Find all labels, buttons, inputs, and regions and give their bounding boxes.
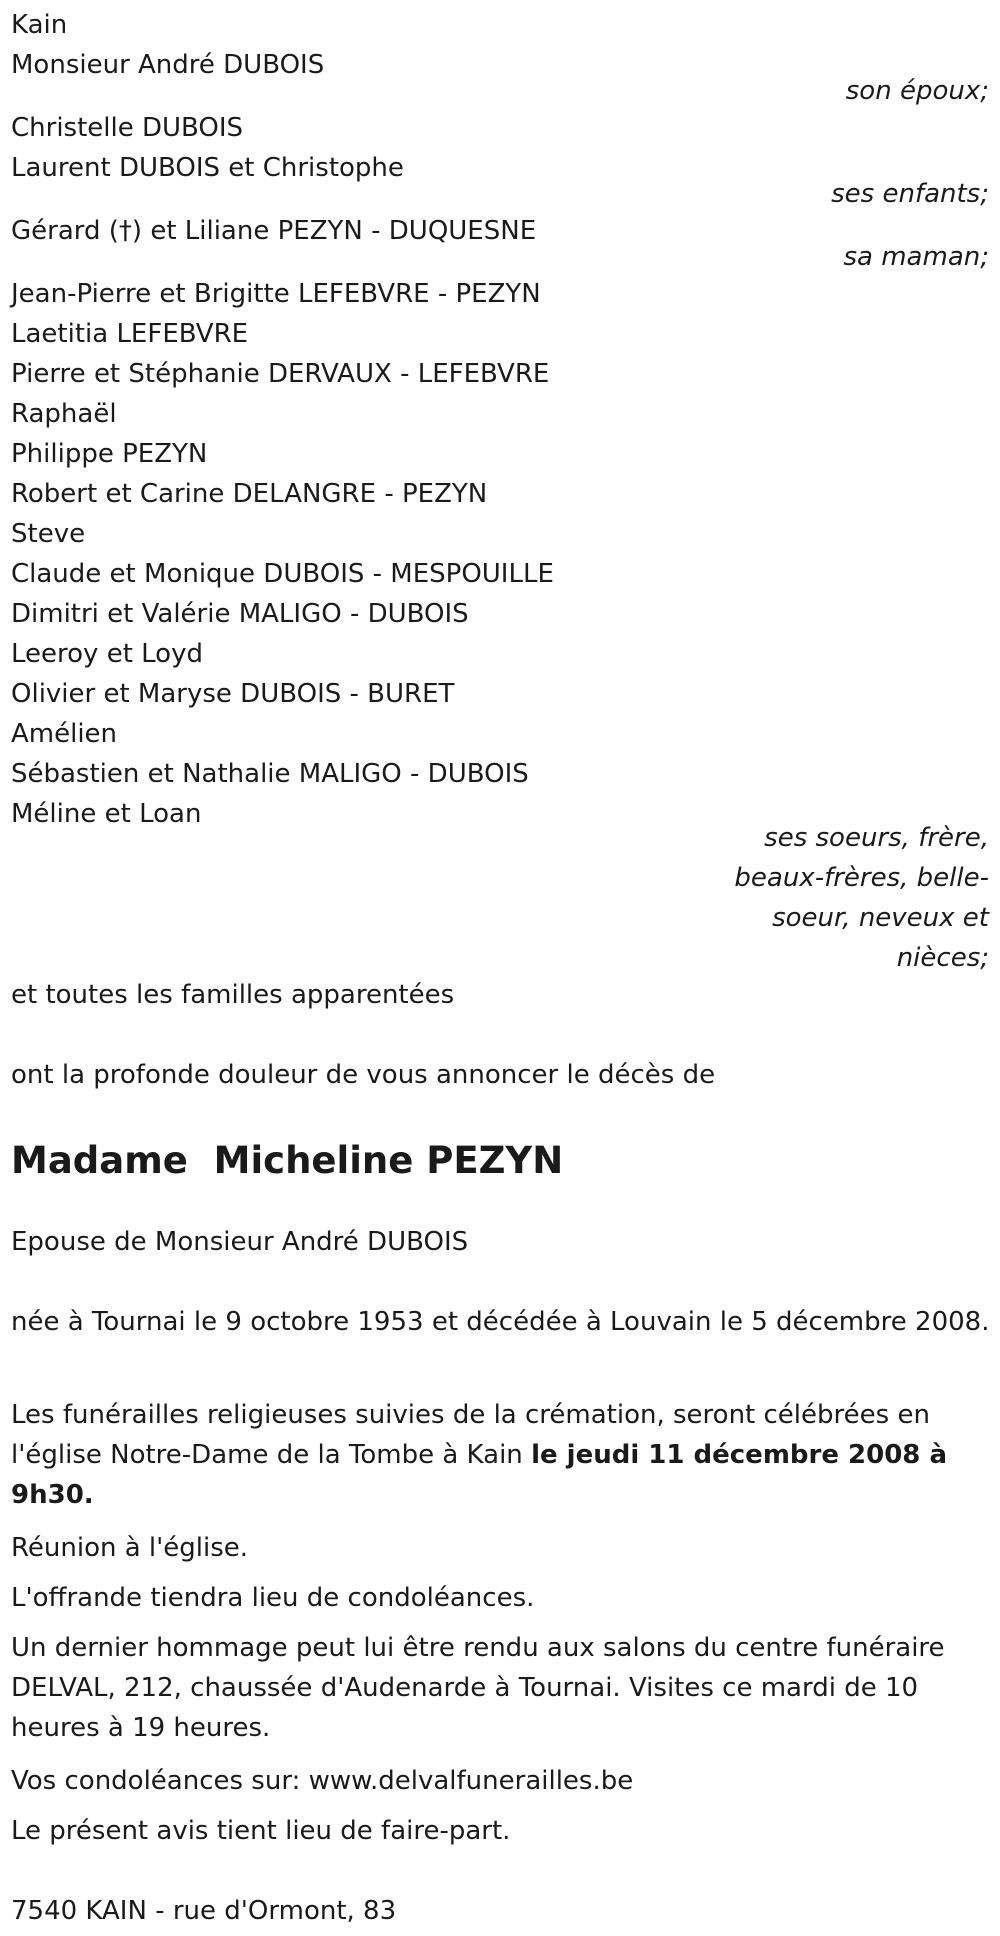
notice-text: Le présent avis tient lieu de faire-part. [11,1816,511,1846]
sibling-name: Dimitri et Valérie MALIGO - DUBOIS [11,599,469,629]
sibling-name: Steve [11,519,86,549]
sibling-name: Raphaël [11,399,117,429]
address-text: 7540 KAIN - rue d'Ormont, 83 [11,1896,397,1926]
children-role: ses enfants; [831,179,989,209]
condolences-text: Vos condoléances sur: www.delvalfunerailles.be [11,1766,634,1796]
parents-role: sa maman; [843,242,989,272]
sibling-name: Méline et Loan [11,799,202,829]
sibling-name: Robert et Carine DELANGRE - PEZYN [11,479,488,509]
spouse-role: son époux; [845,76,989,106]
announcement-text: ont la profonde douleur de vous annoncer le décès de [11,1060,716,1090]
spouse-of-text: Epouse de Monsieur André DUBOIS [11,1227,469,1257]
tribute-text: Un dernier hommage peut lui être rendu aux salons du centre funéraire DELVAL, 212, chaussée d'Audenarde à Tournai. Visites ce mardi de 10 heures à 19 heures. [11,1633,945,1743]
sibling-name: Jean-Pierre et Brigitte LEFEBVRE - PEZYN [11,279,541,309]
other-families: et toutes les familles apparentées [11,980,455,1010]
siblings-role-line: beaux-frères, belle- [734,863,989,893]
meeting-text: Réunion à l'église. [11,1533,249,1563]
sibling-name: Laetitia LEFEBVRE [11,319,249,349]
sibling-name: Pierre et Stéphanie DERVAUX - LEFEBVRE [11,359,550,389]
siblings-role-line: nièces; [896,943,989,973]
funeral-date: le jeudi 11 décembre 2008 à 9h30. [11,1440,947,1510]
sibling-name: Sébastien et Nathalie MALIGO - DUBOIS [11,759,529,789]
child-name: Laurent DUBOIS et Christophe [11,153,404,183]
sibling-name: Olivier et Maryse DUBOIS - BURET [11,679,455,709]
sibling-name: Claude et Monique DUBOIS - MESPOUILLE [11,559,554,589]
sibling-name: Philippe PEZYN [11,439,208,469]
spouse-name: Monsieur André DUBOIS [11,50,325,80]
city-label: Kain [11,10,68,40]
deceased-name: Madame Micheline PEZYN [11,1139,564,1182]
parents-name: Gérard (†) et Liliane PEZYN - DUQUESNE [11,216,537,246]
funeral-text: Les funérailles religieuses suivies de la crémation, seront célébrées en l'église Notre-Dame de la Tombe à Kain [11,1400,930,1470]
offering-text: L'offrande tiendra lieu de condoléances. [11,1583,535,1613]
child-name: Christelle DUBOIS [11,113,244,143]
siblings-role-line: soeur, neveux et [772,903,989,933]
siblings-role [729,818,989,978]
sibling-name: Leeroy et Loyd [11,639,203,669]
sibling-name: Amélien [11,719,118,749]
funeral-paragraph [11,1395,991,1515]
siblings-role-line: ses soeurs, frère, [764,823,989,853]
birth-death-text: née à Tournai le 9 octobre 1953 et décédée à Louvain le 5 décembre 2008. [11,1307,990,1337]
